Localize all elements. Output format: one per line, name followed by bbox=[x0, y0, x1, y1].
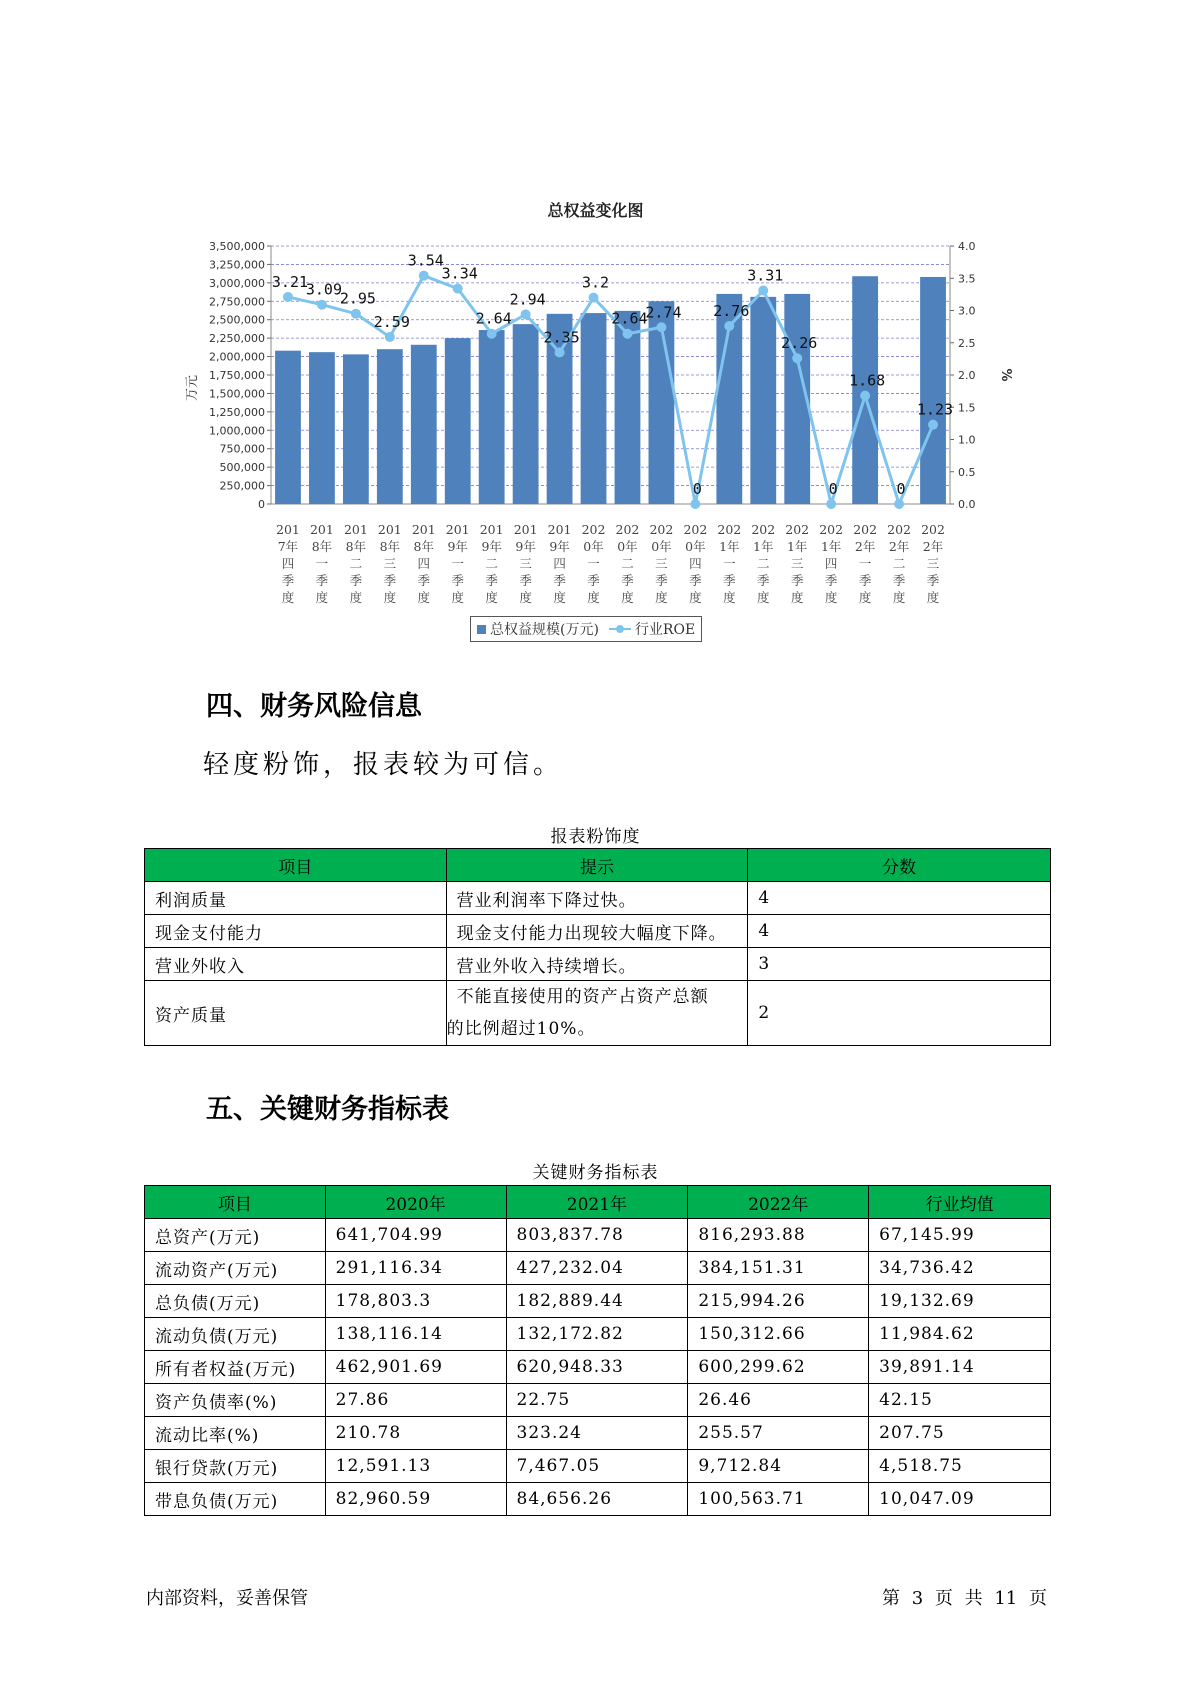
x-tick-label: 度 bbox=[689, 590, 702, 605]
legend-line-swatch bbox=[609, 624, 631, 634]
table-header-row bbox=[145, 1186, 1051, 1219]
x-tick-label: 季 bbox=[824, 573, 838, 588]
x-tick-label: 一 bbox=[587, 556, 600, 571]
roe-data-label: 2.94 bbox=[509, 290, 546, 309]
x-tick-label: 一 bbox=[315, 556, 329, 571]
x-tick-label: 202 bbox=[751, 522, 776, 537]
roe-point bbox=[419, 271, 429, 281]
bar bbox=[581, 313, 607, 504]
cell-value: 9,712.84 bbox=[688, 1450, 869, 1483]
x-tick-label: 202 bbox=[819, 522, 844, 537]
cell-item: 总负债(万元) bbox=[145, 1285, 326, 1318]
cell-value: 7,467.05 bbox=[506, 1450, 688, 1483]
cell-value: 620,948.33 bbox=[506, 1351, 688, 1384]
roe-point bbox=[521, 309, 531, 319]
cell-value: 67,145.99 bbox=[869, 1219, 1051, 1252]
x-tick-label: 二 bbox=[349, 556, 363, 571]
bar bbox=[852, 276, 878, 504]
col-header: 行业均值 bbox=[869, 1186, 1051, 1219]
bar bbox=[513, 324, 539, 504]
bar bbox=[411, 345, 437, 504]
cell-value: 816,293.88 bbox=[688, 1219, 869, 1252]
x-tick-label: 度 bbox=[790, 590, 804, 605]
table-row bbox=[145, 1285, 1051, 1318]
cell-item: 流动资产(万元) bbox=[145, 1252, 326, 1285]
x-tick-label: 度 bbox=[281, 590, 295, 605]
cell-item: 流动负债(万元) bbox=[145, 1318, 326, 1351]
col-header: 项目 bbox=[145, 849, 447, 882]
col-header: 提示 bbox=[446, 849, 748, 882]
y2-tick-label: 1.0 bbox=[958, 433, 976, 447]
y-axis-title: 万元 bbox=[185, 374, 200, 402]
bar bbox=[445, 338, 471, 504]
x-tick-label: 度 bbox=[553, 590, 566, 605]
y-tick-label: 2,250,000 bbox=[209, 332, 265, 346]
roe-data-label: 1.23 bbox=[916, 400, 954, 419]
col-header: 2022年 bbox=[688, 1186, 869, 1219]
x-tick-label: 四 bbox=[417, 556, 431, 571]
x-tick-label: 三 bbox=[383, 556, 397, 571]
cell-value: 600,299.62 bbox=[688, 1351, 869, 1384]
cell-hint: 营业外收入持续增长。 bbox=[446, 948, 748, 981]
x-tick-label: 季 bbox=[723, 573, 736, 588]
y2-tick-label: 1.5 bbox=[958, 401, 976, 415]
table-row bbox=[145, 1384, 1051, 1417]
table-row bbox=[145, 1483, 1051, 1516]
roe-data-label: 3.2 bbox=[581, 273, 610, 292]
col-header: 分数 bbox=[748, 849, 1051, 882]
x-tick-label: 202 bbox=[649, 522, 674, 537]
cell-item: 带息负债(万元) bbox=[145, 1483, 326, 1516]
cell-value: 27.86 bbox=[325, 1384, 506, 1417]
cell-value: 182,889.44 bbox=[506, 1285, 688, 1318]
x-tick-label: 季 bbox=[383, 573, 397, 588]
cell-item: 流动比率(%) bbox=[145, 1417, 326, 1450]
x-tick-label: 季 bbox=[451, 573, 464, 588]
y2-tick-label: 0.5 bbox=[958, 465, 976, 479]
roe-point bbox=[724, 321, 734, 331]
col-header: 2021年 bbox=[506, 1186, 688, 1219]
roe-data-label: 1.68 bbox=[849, 371, 886, 390]
cell-item: 资产质量 bbox=[145, 981, 447, 1046]
x-tick-label: 四 bbox=[281, 556, 295, 571]
roe-data-label: 2.26 bbox=[781, 334, 818, 353]
x-tick-label: 8年 bbox=[345, 539, 367, 554]
y2-tick-label: 2.0 bbox=[958, 369, 976, 382]
x-tick-label: 0年 bbox=[583, 539, 604, 554]
y-tick-label: 2,000,000 bbox=[209, 350, 265, 364]
x-tick-label: 季 bbox=[485, 573, 498, 588]
roe-point bbox=[928, 420, 938, 430]
y-tick-label: 500,000 bbox=[219, 461, 265, 475]
x-tick-label: 202 bbox=[921, 522, 945, 537]
x-tick-label: 度 bbox=[757, 590, 770, 605]
section5-heading: 五、关键财务指标表 bbox=[206, 1094, 449, 1125]
y-tick-label: 250,000 bbox=[219, 479, 265, 493]
x-tick-label: 度 bbox=[858, 590, 872, 605]
table-row bbox=[145, 1318, 1051, 1351]
chart-legend bbox=[470, 616, 702, 642]
cell-value: 291,116.34 bbox=[325, 1252, 506, 1285]
roe-point bbox=[826, 499, 836, 509]
bar bbox=[343, 354, 369, 504]
x-tick-label: 一 bbox=[723, 556, 736, 571]
cell-hint-line2: 的比例超过10%。 bbox=[446, 1019, 596, 1039]
x-tick-label: 季 bbox=[417, 573, 431, 588]
x-tick-label: 0年 bbox=[685, 539, 706, 554]
roe-point bbox=[656, 322, 666, 332]
x-tick-label: 度 bbox=[892, 590, 906, 605]
table-row bbox=[145, 1450, 1051, 1483]
table-row bbox=[145, 1417, 1051, 1450]
roe-point bbox=[622, 329, 632, 339]
cell-value: 82,960.59 bbox=[325, 1483, 506, 1516]
cell-value: 462,901.69 bbox=[325, 1351, 506, 1384]
roe-data-label: 0 bbox=[692, 480, 702, 498]
x-tick-label: 202 bbox=[785, 522, 810, 537]
cell-score: 4 bbox=[748, 882, 1051, 915]
cell-value: 210.78 bbox=[325, 1417, 506, 1450]
y2-tick-label: 2.5 bbox=[958, 336, 976, 350]
x-tick-label: 2年 bbox=[854, 539, 876, 554]
risk-table bbox=[144, 848, 1051, 1046]
x-tick-label: 度 bbox=[655, 590, 668, 605]
cell-value: 34,736.42 bbox=[869, 1252, 1051, 1285]
x-tick-label: 202 bbox=[717, 522, 742, 537]
footer-confidential-note: 内部资料，妥善保管 bbox=[146, 1588, 308, 1609]
col-header: 2020年 bbox=[325, 1186, 506, 1219]
y-tick-label: 1,500,000 bbox=[209, 387, 265, 401]
bar bbox=[377, 349, 403, 504]
x-tick-label: 季 bbox=[519, 573, 532, 588]
bar bbox=[750, 297, 776, 504]
x-tick-label: 度 bbox=[621, 590, 634, 605]
x-tick-label: 8年 bbox=[413, 539, 435, 554]
x-tick-label: 度 bbox=[519, 590, 532, 605]
y-tick-label: 2,750,000 bbox=[209, 295, 265, 309]
x-tick-label: 9年 bbox=[447, 539, 468, 554]
x-tick-label: 度 bbox=[349, 590, 363, 605]
cell-item: 现金支付能力 bbox=[145, 915, 447, 948]
cell-value: 178,803.3 bbox=[325, 1285, 506, 1318]
cell-score: 4 bbox=[748, 915, 1051, 948]
roe-data-label: 2.95 bbox=[339, 289, 376, 308]
footer-page-number: 第 3 页 共 11 页 bbox=[882, 1588, 1047, 1609]
y2-tick-label: 3.0 bbox=[958, 304, 976, 318]
roe-point bbox=[385, 332, 395, 342]
roe-data-label: 2.35 bbox=[543, 328, 580, 347]
cell-value: 138,116.14 bbox=[325, 1318, 506, 1351]
cell-hint-line1: 不能直接使用的资产占资产总额 bbox=[456, 987, 709, 1007]
x-tick-label: 度 bbox=[587, 590, 600, 605]
roe-point bbox=[453, 284, 463, 294]
cell-item: 营业外收入 bbox=[145, 948, 447, 981]
cell-hint: 营业利润率下降过快。 bbox=[446, 882, 748, 915]
x-tick-label: 202 bbox=[683, 522, 708, 537]
cell-value: 641,704.99 bbox=[325, 1219, 506, 1252]
cell-item: 资产负债率(%) bbox=[145, 1384, 326, 1417]
table-row bbox=[145, 1252, 1051, 1285]
y-tick-label: 1,250,000 bbox=[209, 405, 265, 419]
x-tick-label: 2年 bbox=[888, 539, 910, 554]
cell-value: 12,591.13 bbox=[325, 1450, 506, 1483]
roe-point bbox=[555, 347, 565, 357]
x-tick-label: 度 bbox=[926, 590, 940, 605]
x-tick-label: 一 bbox=[451, 556, 464, 571]
x-tick-label: 度 bbox=[417, 590, 431, 605]
x-tick-label: 度 bbox=[383, 590, 397, 605]
y-tick-label: 0 bbox=[258, 498, 265, 511]
roe-data-label: 3.34 bbox=[441, 264, 478, 283]
y-tick-label: 2,500,000 bbox=[209, 313, 265, 327]
x-tick-label: 季 bbox=[315, 573, 329, 588]
cell-value: 215,994.26 bbox=[688, 1285, 869, 1318]
y-tick-label: 1,000,000 bbox=[209, 424, 265, 438]
x-tick-label: 季 bbox=[689, 573, 702, 588]
x-tick-label: 季 bbox=[757, 573, 770, 588]
roe-data-label: 2.74 bbox=[645, 303, 682, 322]
cell-value: 11,984.62 bbox=[869, 1318, 1051, 1351]
x-tick-label: 二 bbox=[485, 556, 498, 571]
x-tick-label: 201 bbox=[479, 522, 504, 537]
x-tick-label: 202 bbox=[887, 522, 912, 537]
table-header-row bbox=[145, 849, 1051, 882]
roe-data-label: 0 bbox=[828, 480, 838, 498]
roe-data-label: 2.64 bbox=[611, 309, 648, 328]
cell-value: 323.24 bbox=[506, 1417, 688, 1450]
x-tick-label: 三 bbox=[926, 556, 940, 571]
x-tick-label: 四 bbox=[824, 556, 838, 571]
roe-data-label: 0 bbox=[896, 480, 906, 498]
legend-line-label: 行业ROE bbox=[634, 622, 696, 638]
x-tick-label: 9年 bbox=[481, 539, 502, 554]
x-tick-label: 度 bbox=[824, 590, 838, 605]
x-tick-label: 1年 bbox=[753, 539, 774, 554]
x-tick-label: 201 bbox=[343, 522, 368, 537]
x-tick-label: 季 bbox=[587, 573, 600, 588]
roe-point bbox=[690, 499, 700, 509]
cell-value: 39,891.14 bbox=[869, 1351, 1051, 1384]
roe-point bbox=[758, 286, 768, 296]
x-tick-label: 0年 bbox=[617, 539, 638, 554]
x-tick-label: 季 bbox=[281, 573, 295, 588]
x-tick-label: 季 bbox=[349, 573, 363, 588]
bar bbox=[920, 277, 946, 504]
table-row bbox=[145, 981, 1051, 1046]
roe-point bbox=[860, 391, 870, 401]
x-tick-label: 201 bbox=[411, 522, 436, 537]
x-tick-label: 201 bbox=[445, 522, 470, 537]
x-tick-label: 二 bbox=[757, 556, 770, 571]
x-tick-label: 三 bbox=[790, 556, 804, 571]
x-tick-label: 季 bbox=[926, 573, 940, 588]
x-tick-label: 季 bbox=[892, 573, 906, 588]
cell-value: 22.75 bbox=[506, 1384, 688, 1417]
cell-item: 利润质量 bbox=[145, 882, 447, 915]
section4-heading: 四、财务风险信息 bbox=[206, 691, 422, 722]
x-tick-label: 1年 bbox=[719, 539, 740, 554]
x-tick-label: 7年 bbox=[277, 539, 299, 554]
table-row bbox=[145, 948, 1051, 981]
roe-point bbox=[792, 353, 802, 363]
cell-value: 132,172.82 bbox=[506, 1318, 688, 1351]
x-tick-label: 一 bbox=[858, 556, 872, 571]
cell-item: 银行贷款(万元) bbox=[145, 1450, 326, 1483]
cell-value: 207.75 bbox=[869, 1417, 1051, 1450]
table-row bbox=[145, 1219, 1051, 1252]
x-tick-label: 1年 bbox=[820, 539, 842, 554]
x-tick-label: 1年 bbox=[786, 539, 808, 554]
x-tick-label: 202 bbox=[853, 522, 878, 537]
x-tick-label: 季 bbox=[621, 573, 634, 588]
roe-data-label: 3.09 bbox=[305, 280, 342, 299]
table-row bbox=[145, 915, 1051, 948]
x-tick-label: 202 bbox=[615, 522, 640, 537]
y2-tick-label: 4.0 bbox=[958, 240, 976, 253]
x-tick-label: 度 bbox=[315, 590, 329, 605]
roe-data-label: 2.59 bbox=[373, 312, 410, 331]
cell-item: 所有者权益(万元) bbox=[145, 1351, 326, 1384]
roe-point bbox=[317, 300, 327, 310]
cell-value: 427,232.04 bbox=[506, 1252, 688, 1285]
section4-text: 轻度粉饰，报表较为可信。 bbox=[203, 750, 564, 780]
x-tick-label: 度 bbox=[451, 590, 464, 605]
cell-value: 42.15 bbox=[869, 1384, 1051, 1417]
col-header: 项目 bbox=[145, 1186, 326, 1219]
x-tick-label: 9年 bbox=[515, 539, 536, 554]
x-tick-label: 9年 bbox=[549, 539, 570, 554]
x-tick-label: 8年 bbox=[311, 539, 333, 554]
table-row bbox=[145, 882, 1051, 915]
x-tick-label: 201 bbox=[513, 522, 538, 537]
x-tick-label: 201 bbox=[276, 522, 300, 537]
x-tick-label: 二 bbox=[892, 556, 906, 571]
y-tick-label: 3,000,000 bbox=[209, 276, 265, 290]
bar bbox=[309, 352, 335, 504]
cell-value: 10,047.09 bbox=[869, 1483, 1051, 1516]
cell-hint: 现金支付能力出现较大幅度下降。 bbox=[446, 915, 748, 948]
x-tick-label: 8年 bbox=[379, 539, 401, 554]
equity-chart bbox=[0, 0, 1191, 640]
y-tick-label: 3,250,000 bbox=[209, 258, 265, 272]
chart-title: 总权益变化图 bbox=[547, 201, 644, 220]
roe-point bbox=[351, 309, 361, 319]
cell-score: 2 bbox=[748, 981, 1051, 1046]
x-tick-label: 201 bbox=[547, 522, 572, 537]
roe-data-label: 2.76 bbox=[713, 301, 750, 320]
cell-value: 26.46 bbox=[688, 1384, 869, 1417]
cell-hint bbox=[446, 981, 748, 1046]
x-tick-label: 2年 bbox=[922, 539, 944, 554]
x-tick-label: 季 bbox=[858, 573, 872, 588]
x-tick-label: 季 bbox=[553, 573, 566, 588]
roe-data-label: 3.54 bbox=[407, 251, 444, 270]
bar bbox=[479, 330, 505, 504]
x-tick-label: 三 bbox=[519, 556, 532, 571]
cell-value: 255.57 bbox=[688, 1417, 869, 1450]
bar bbox=[275, 351, 301, 504]
y-tick-label: 750,000 bbox=[219, 442, 265, 456]
indicator-table bbox=[144, 1185, 1051, 1516]
x-tick-label: 二 bbox=[621, 556, 634, 571]
x-tick-label: 202 bbox=[581, 522, 606, 537]
x-tick-label: 201 bbox=[309, 522, 334, 537]
x-tick-label: 季 bbox=[790, 573, 804, 588]
legend-bar-label: 总权益规模(万元) bbox=[490, 622, 599, 638]
x-tick-label: 四 bbox=[553, 556, 566, 571]
table-row bbox=[145, 1351, 1051, 1384]
cell-value: 150,312.66 bbox=[688, 1318, 869, 1351]
x-tick-label: 201 bbox=[377, 522, 402, 537]
y-tick-label: 1,750,000 bbox=[209, 369, 265, 382]
y2-tick-label: 0.0 bbox=[958, 498, 976, 511]
roe-point bbox=[283, 292, 293, 302]
cell-score: 3 bbox=[748, 948, 1051, 981]
roe-point bbox=[589, 293, 599, 303]
cell-item: 总资产(万元) bbox=[145, 1219, 326, 1252]
x-tick-label: 季 bbox=[655, 573, 668, 588]
x-tick-label: 度 bbox=[723, 590, 736, 605]
roe-data-label: 2.64 bbox=[475, 309, 512, 328]
x-tick-label: 0年 bbox=[651, 539, 672, 554]
cell-value: 384,151.31 bbox=[688, 1252, 869, 1285]
x-tick-label: 四 bbox=[689, 556, 702, 571]
indicator-table-caption: 关键财务指标表 bbox=[532, 1163, 659, 1183]
roe-data-label: 3.21 bbox=[271, 272, 309, 291]
bar bbox=[615, 311, 641, 504]
cell-value: 4,518.75 bbox=[869, 1450, 1051, 1483]
roe-data-label: 3.31 bbox=[747, 266, 784, 285]
cell-value: 100,563.71 bbox=[688, 1483, 869, 1516]
legend-bar-swatch bbox=[477, 625, 486, 634]
roe-point bbox=[487, 329, 497, 339]
cell-value: 19,132.69 bbox=[869, 1285, 1051, 1318]
x-tick-label: 三 bbox=[655, 556, 668, 571]
cell-value: 84,656.26 bbox=[506, 1483, 688, 1516]
y2-tick-label: 3.5 bbox=[958, 272, 976, 286]
x-tick-label: 度 bbox=[485, 590, 498, 605]
cell-value: 803,837.78 bbox=[506, 1219, 688, 1252]
y2-axis-title: % bbox=[998, 368, 1013, 382]
roe-point bbox=[894, 499, 904, 509]
y-tick-label: 3,500,000 bbox=[209, 240, 265, 253]
risk-table-caption: 报表粉饰度 bbox=[550, 827, 641, 847]
